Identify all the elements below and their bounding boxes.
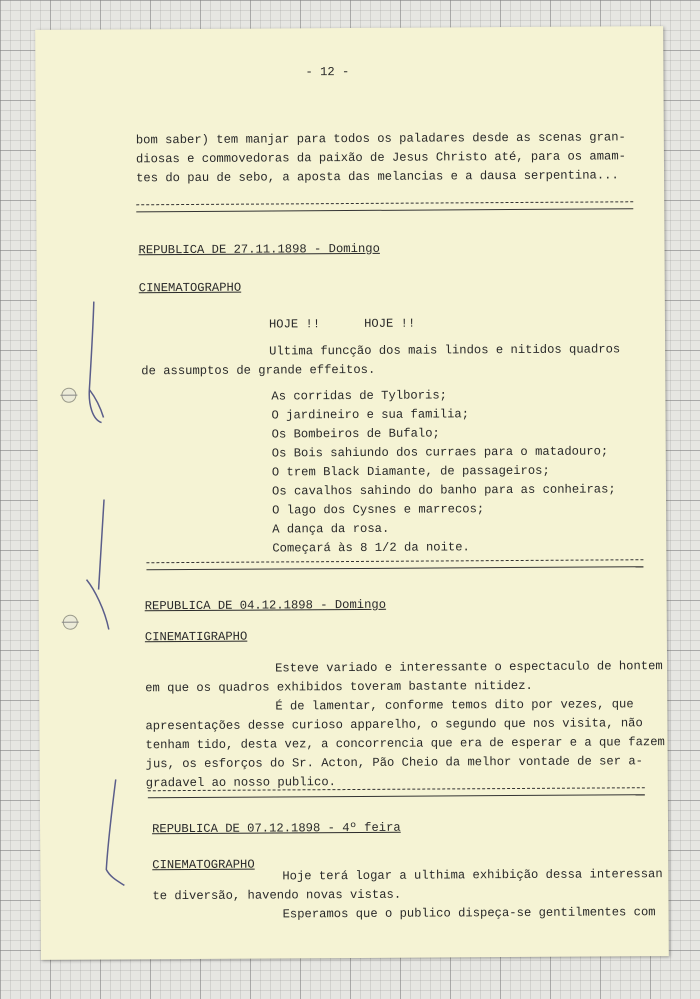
page-number: - 12 -	[305, 65, 350, 80]
section1-item: Os Bois sahiundo dos curraes para o matadouro;	[271, 444, 609, 461]
section3-line: te diversão, havendo novas vistas.	[152, 887, 402, 904]
intro-line-3: tes do pau de sebo, a aposta das melancias e a dausa serpentina...	[136, 168, 619, 186]
section1-item: Começará às 8 1/2 da noite.	[272, 540, 470, 556]
document-page	[35, 26, 669, 960]
section1-item: A dança da rosa.	[272, 521, 390, 537]
section2-line: Esteve variado e interessante o espectaculo de hontem	[275, 659, 663, 676]
section3-subheader: CINEMATOGRAPHO	[152, 857, 255, 873]
section1-item: As corridas de Tylboris;	[271, 388, 447, 404]
section1-item: Os Bombeiros de Bufalo;	[271, 426, 440, 442]
section2-line: jus, os esforços do Sr. Acton, Pão Cheio da melhor vontade de ser a-	[145, 754, 644, 772]
intro-line-1: bom saber) tem manjar para todos os paladares desde as scenas gran-	[135, 130, 626, 148]
section1-item: O trem Black Diamante, de passageiros;	[271, 463, 550, 480]
section3-line: Hoje terá logar a ulthima exhibição dessa interessan	[282, 867, 663, 884]
section1-item: O lago dos Cysnes e marrecos;	[272, 502, 485, 518]
section1-intro-1: Ultima funcção dos mais lindos e nitidos quadros	[269, 342, 621, 359]
section1-item: Os cavalhos sahindo do banho para as conheiras;	[271, 482, 616, 499]
section1-subheader: CINEMATOGRAPHO	[138, 280, 242, 296]
section2-subheader: CINEMATIGRAPHO	[144, 629, 248, 645]
intro-line-2: diosas e commovedoras da paixão de Jesus Christo até, para os amam-	[135, 149, 627, 167]
section3-line: Esperamos que o publico dispeça-se gentilmentes com	[282, 905, 656, 922]
section2-line: tenham tido, desta vez, a concorrencia que era de esperar e a que fazem	[145, 735, 665, 753]
section1-item: O jardineiro e sua familia;	[271, 407, 470, 423]
pencil-marks	[35, 26, 669, 960]
section2-line: gradavel ao nosso publico.	[145, 775, 336, 791]
section1-hoje: HOJE !! HOJE !!	[268, 316, 416, 332]
section1-header: REPUBLICA DE 27.11.1898 - Domingo	[138, 241, 380, 258]
section2-line: É de lamentar, conforme temos dito por vezes, que	[275, 697, 634, 714]
section3-header: REPUBLICA DE 07.12.1898 - 4º feira	[152, 820, 401, 837]
section1-intro-2: de assumptos de grande effeitos.	[141, 362, 376, 379]
section2-line: apresentações desse curioso apparelho, o segundo que nos visita, não	[145, 716, 643, 734]
section2-header: REPUBLICA DE 04.12.1898 - Domingo	[144, 597, 387, 614]
section2-line: em que os quadros exhibidos toveram bastante nitidez.	[145, 678, 533, 696]
